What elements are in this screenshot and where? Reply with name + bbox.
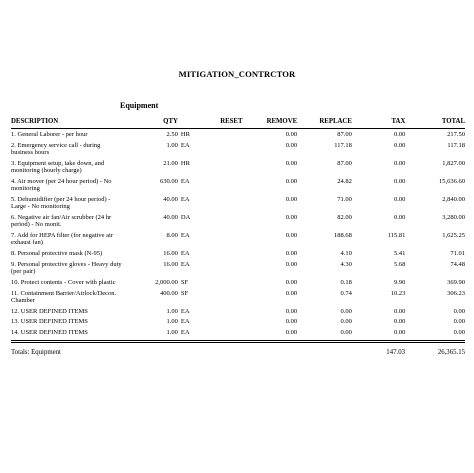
header-description: DESCRIPTION [11,116,122,129]
item-tax: 0.00 [394,178,406,186]
equipment-table [11,116,465,341]
item-description: 12. USER DEFINED ITEMS [11,307,88,315]
item-unit: DA [180,214,191,222]
table-row [11,259,465,277]
item-reset [203,305,243,316]
item-total: 0.00 [453,318,465,326]
item-replace: 87.00 [337,131,352,139]
item-reset [203,176,243,194]
item-replace: 24.82 [337,178,352,186]
item-description: 3. Equipment setup, take down, and monitoring (hourly charge) [11,160,105,175]
item-qty: 2.50 [166,131,178,139]
item-tax: 9.90 [394,278,406,286]
table-row [11,129,465,140]
item-remove: 0.00 [285,131,298,139]
item-replace: 0.00 [340,307,352,315]
item-unit: EA [180,260,190,268]
table-row [11,287,465,305]
item-qty: 40.00 [163,196,178,204]
item-remove: 0.00 [285,278,298,286]
item-unit: EA [180,232,190,240]
header-remove: REMOVE [242,116,297,129]
table-row [11,158,465,176]
item-unit: SF [180,278,189,286]
item-description: 11. Containment Barrier/Airlock/Decon. Chamber [11,289,117,304]
item-tax: 0.00 [394,318,406,326]
header-total: TOTAL [405,116,465,129]
item-tax: 115.81 [387,232,406,240]
item-unit: SF [180,289,189,297]
item-qty: 1.00 [166,329,178,337]
item-total: 2,840.00 [442,196,465,204]
item-remove: 0.00 [285,318,298,326]
item-total: 74.48 [450,260,465,268]
item-reset [203,248,243,259]
item-reset [203,316,243,327]
item-description: 1. General Laborer - per hour [11,131,88,139]
table-row [11,248,465,259]
item-total: 306.23 [447,289,465,297]
item-reset [203,212,243,230]
item-tax: 0.00 [394,142,406,150]
item-reset [203,327,243,341]
item-remove: 0.00 [285,232,298,240]
item-qty: 1.00 [166,142,178,150]
table-row [11,230,465,248]
item-total: 71.01 [450,250,465,258]
item-description: 7. Add for HEPA filter (for negative air exhaust fan) [11,232,113,247]
item-tax: 10.23 [390,289,406,297]
document-title: MITIGATION_CONTRCTOR [178,69,296,79]
item-qty: 21.00 [163,160,178,168]
item-qty: 16.00 [163,250,178,258]
item-unit: EA [180,307,190,315]
item-remove: 0.00 [285,260,298,268]
item-tax: 0.00 [394,214,406,222]
header-replace: REPLACE [297,116,352,129]
item-tax: 0.00 [394,196,406,204]
item-total: 1,827.00 [442,160,465,168]
item-reset [203,140,243,158]
item-replace: 82.00 [337,214,352,222]
item-reset [203,158,243,176]
item-remove: 0.00 [285,250,298,258]
item-unit: EA [180,178,190,186]
item-remove: 0.00 [285,307,298,315]
item-replace: 4.30 [340,260,352,268]
table-header-row [11,116,465,129]
item-description: 10. Protect contents - Cover with plastic [11,278,116,286]
item-description: 6. Negative air fan/Air scrubber (24 hr period) - No monit. [11,214,112,229]
item-replace: 188.68 [333,232,352,240]
item-description: 8. Personal protective mask (N-95) [11,250,103,258]
item-tax: 0.00 [394,160,406,168]
item-tax: 5.41 [394,250,406,258]
header-qty: QTY [122,116,178,129]
item-replace: 0.00 [340,318,352,326]
item-reset [203,194,243,212]
table-row [11,327,465,341]
line-items [11,129,465,341]
item-tax: 5.68 [394,260,406,268]
item-remove: 0.00 [285,289,298,297]
table-row [11,212,465,230]
item-reset [203,287,243,305]
item-reset [203,129,243,140]
item-description: 14. USER DEFINED ITEMS [11,329,88,337]
item-remove: 0.00 [285,214,298,222]
table-row [11,194,465,212]
item-tax: 0.00 [394,131,406,139]
table-row [11,277,465,288]
item-unit: EA [180,318,190,326]
item-qty: 400.00 [160,289,178,297]
item-remove: 0.00 [285,142,298,150]
item-total: 369.90 [447,278,465,286]
table-row [11,316,465,327]
item-replace: 4.10 [340,250,352,258]
item-qty: 40.00 [163,214,178,222]
section-heading: Equipment [120,101,159,110]
item-unit: EA [180,196,190,204]
item-replace: 0.18 [340,278,352,286]
item-replace: 71.00 [337,196,352,204]
table-row [11,305,465,316]
item-qty: 630.00 [160,178,178,186]
item-unit: EA [180,250,190,258]
header-reset: RESET [203,116,243,129]
item-remove: 0.00 [285,178,298,186]
table-double-rule [11,342,465,343]
item-tax: 0.00 [394,307,406,315]
item-total: 0.00 [453,307,465,315]
item-total: 15,636.60 [439,178,465,186]
item-description: 13. USER DEFINED ITEMS [11,318,88,326]
item-tax: 0.00 [394,329,406,337]
item-remove: 0.00 [285,329,298,337]
item-reset [203,259,243,277]
item-replace: 117.18 [334,142,352,150]
item-remove: 0.00 [285,196,298,204]
item-total: 1,625.25 [442,232,465,240]
item-total: 217.50 [447,131,465,139]
item-description: 9. Personal protective gloves - Heavy duty (per pair) [11,260,122,276]
totals-total: 26,365.15 [437,349,465,356]
item-remove: 0.00 [285,160,298,168]
item-description: 2. Emergency service call - during business hours [11,142,101,157]
header-unit-spacer [178,116,203,129]
item-qty: 1.00 [166,318,178,326]
item-replace: 87.00 [337,160,352,168]
item-qty: 1.00 [166,307,178,315]
item-description: 5. Dehumidifier (per 24 hour period) - Large - No monitoring [11,196,111,211]
item-qty: 8.00 [166,232,178,240]
item-unit: EA [180,329,190,337]
item-reset [203,277,243,288]
item-reset [203,230,243,248]
item-unit: EA [180,142,190,150]
item-total: 117.18 [447,142,465,150]
item-description: 4. Air mover (per 24 hour period) - No monitoring [11,178,112,193]
totals-tax: 147.03 [386,349,405,356]
item-replace: 0.00 [340,329,352,337]
item-total: 3,280.00 [442,214,465,222]
item-qty: 2,000.00 [155,278,178,286]
item-replace: 0.74 [340,289,352,297]
item-unit: HR [180,160,190,168]
item-qty: 16.00 [163,260,178,268]
totals-label: Totals: Equipment [11,349,61,356]
header-tax: TAX [352,116,406,129]
table-row [11,176,465,194]
item-unit: HR [180,131,190,139]
table-row [11,140,465,158]
item-total: 0.00 [453,329,465,337]
